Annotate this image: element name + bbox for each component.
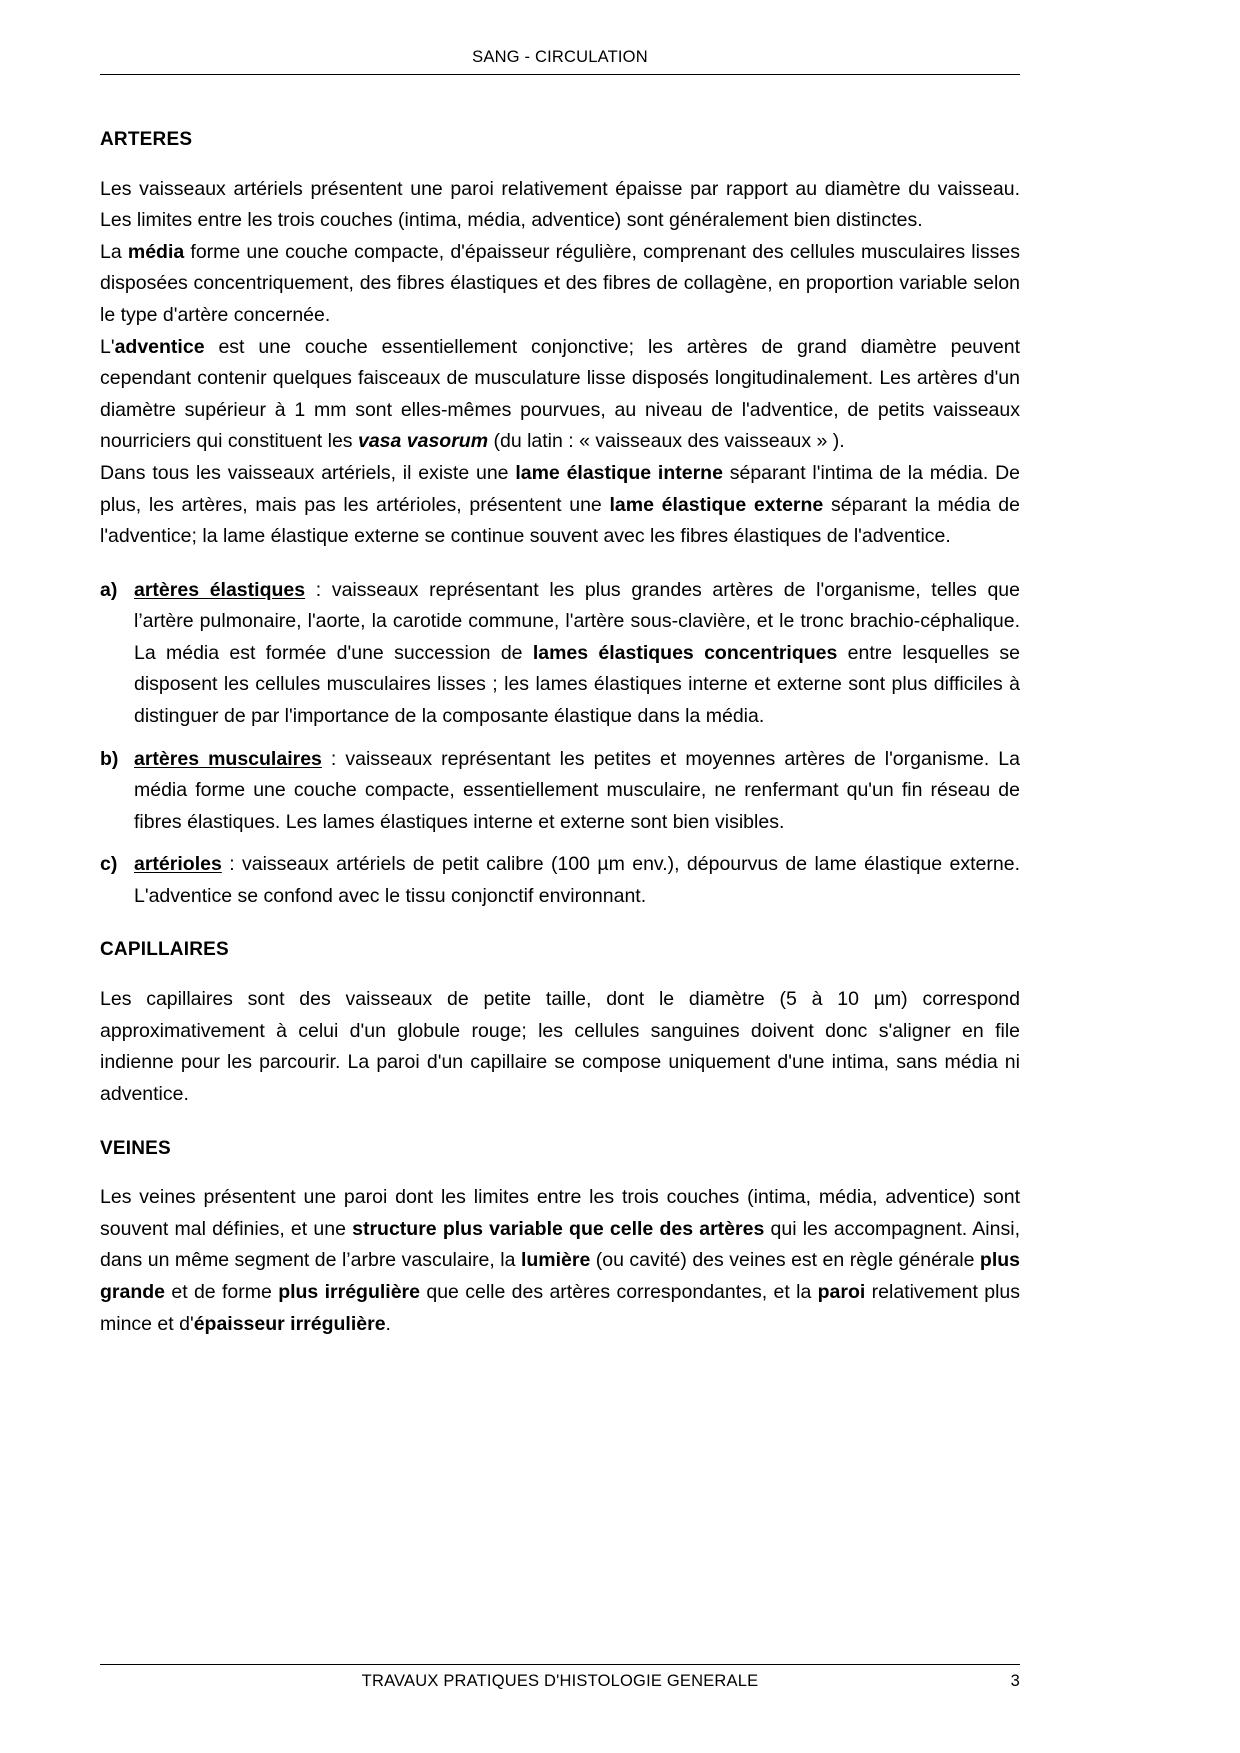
section-heading-arteres: ARTERES — [100, 129, 193, 150]
document-body — [100, 128, 1020, 1340]
text-run: qui les accompagnent. Ainsi, dans un même segment de l’arbre vasculaire, la — [100, 1217, 1020, 1272]
text-run: La — [100, 240, 128, 263]
bold-term-plus-irreguliere: plus irrégulière — [278, 1281, 420, 1304]
page-footer — [100, 1664, 1020, 1691]
text-run: et de forme — [165, 1281, 279, 1304]
page-header — [100, 48, 1020, 75]
list-item — [100, 744, 1020, 839]
bold-term-lame-elastique-externe: lame élastique externe — [609, 493, 824, 516]
list-term: artères élastiques — [134, 578, 306, 601]
text-run: séparant l'intima de la média. De plus, les artères, mais pas les artérioles, présentent une — [100, 461, 1020, 516]
text-run: forme une couche compacte, d'épaisseur régulière, comprenant des cellules musculaires lisses disposées concentriquement, des fibres élastiques et des fibres de collagène, en proportion variable selon le type d'artère concernée. — [100, 240, 1021, 327]
bold-term-lumiere: lumière — [520, 1249, 591, 1272]
bold-term-media: média — [127, 240, 185, 263]
footer-divider — [100, 1664, 1020, 1665]
text-run: : vaisseaux représentant les petites et moyennes artères de l'organisme. La média forme une couche compacte, essentiellement musculaire, ne renfermant qu'un fin réseau de fibres élastiques. Les lames élastiques interne et externe sont bien visibles. — [134, 747, 1020, 833]
text-run: entre lesquelles se disposent les cellules musculaires lisses ; les lames élastiques interne et externe sont plus difficiles à distinguer de par l'importance de la composante élastique dans la média. — [134, 641, 1020, 727]
bold-term-structure-plus-variable: structure plus variable que celle des artères — [352, 1217, 765, 1240]
text-run: (du latin : « vaisseaux des vaisseaux » ). — [488, 430, 845, 453]
list-item — [100, 575, 1020, 733]
bold-term-paroi: paroi — [817, 1281, 866, 1304]
bold-term-adventice: adventice — [114, 335, 205, 358]
paragraph-adventice — [100, 332, 1020, 458]
footer-title: TRAVAUX PRATIQUES D'HISTOLOGIE GENERALE — [361, 1672, 759, 1690]
text-run: : vaisseaux représentant les plus grandes artères de l'organisme, telles que l’artère pulmonaire, l'aorte, la carotide commune, l'artère sous-clavière, et le tronc brachio-céphalique. La média est formée d'une succession de — [134, 578, 1020, 664]
section-heading-veines: VEINES — [100, 1137, 171, 1159]
list-item — [100, 849, 1020, 912]
header-divider — [100, 74, 1020, 75]
text-run: L' — [100, 335, 115, 358]
paragraph-media — [100, 237, 1020, 332]
section-heading-capillaires: CAPILLAIRES — [100, 939, 229, 961]
text-run: que celle des artères correspondantes, et la — [420, 1281, 818, 1304]
paragraph-lames-elastiques — [100, 458, 1020, 553]
bold-italic-term-vasa-vasorum: vasa vasorum — [357, 430, 489, 453]
text-run: . — [385, 1312, 391, 1335]
bold-term-lames-elastiques-concentriques: lames élastiques concentriques — [532, 641, 838, 664]
list-marker: b) — [100, 747, 119, 770]
paragraph-veines — [100, 1182, 1020, 1340]
page-number: 3 — [1010, 1672, 1020, 1690]
bold-term-plus-grande: plus grande — [100, 1249, 1020, 1304]
list-marker: c) — [100, 853, 118, 876]
text-run: Les veines présentent une paroi dont les limites entre les trois couches (intima, média, adventice) sont souvent mal définies, et une — [100, 1186, 1020, 1240]
header-title: SANG - CIRCULATION — [472, 48, 648, 66]
paragraph-arteres-intro — [100, 174, 1020, 237]
list-term: artérioles — [134, 853, 222, 876]
list-term: artères musculaires — [134, 747, 322, 770]
text-run: est une couche essentiellement conjonctive; les artères de grand diamètre peuvent cependant contenir quelques faisceaux de musculature lisse disposés longitudinalement. Les artères d'un diamètre supérieur à 1 mm sont elles-mêmes pourvues, au niveau de l'adventice, de petits vaisseaux nourriciers qui constituent les — [100, 335, 1020, 453]
paragraph-capillaires — [100, 984, 1020, 1110]
bold-term-epaisseur-irreguliere: épaisseur irrégulière — [193, 1312, 386, 1335]
text-run: séparant la média de l'adventice; la lame élastique externe se continue souvent avec les fibres élastiques de l'adventice. — [100, 493, 1020, 548]
list-marker: a) — [100, 578, 118, 601]
footer-row — [100, 1672, 1020, 1691]
text-run: (ou cavité) des veines est en règle générale — [590, 1249, 980, 1272]
bold-term-lame-elastique-interne: lame élastique interne — [515, 461, 723, 484]
text-run: : vaisseaux artériels de petit calibre (100 µm env.), dépourvus de lame élastique externe. L'adventice se confond avec le tissu conjonctif environnant. — [134, 853, 1020, 907]
text-run: relativement plus mince et d' — [100, 1281, 1020, 1335]
artery-types-list — [100, 575, 1020, 913]
text-run: Dans tous les vaisseaux artériels, il existe une — [100, 461, 516, 484]
text-run: Les vaisseaux artériels présentent une paroi relativement épaisse par rapport au diamètre du vaisseau. Les limites entre les trois couches (intima, média, adventice) sont généralement bien distinctes. — [100, 177, 1020, 232]
text-run: Les capillaires sont des vaisseaux de petite taille, dont le diamètre (5 à 10 µm) correspond approximativement à celui d'un globule rouge; les cellules sanguines doivent donc s'aligner en file indienne pour les parcourir. La paroi d'un capillaire se compose uniquement d'une intima, sans média ni adventice. — [100, 988, 1020, 1105]
